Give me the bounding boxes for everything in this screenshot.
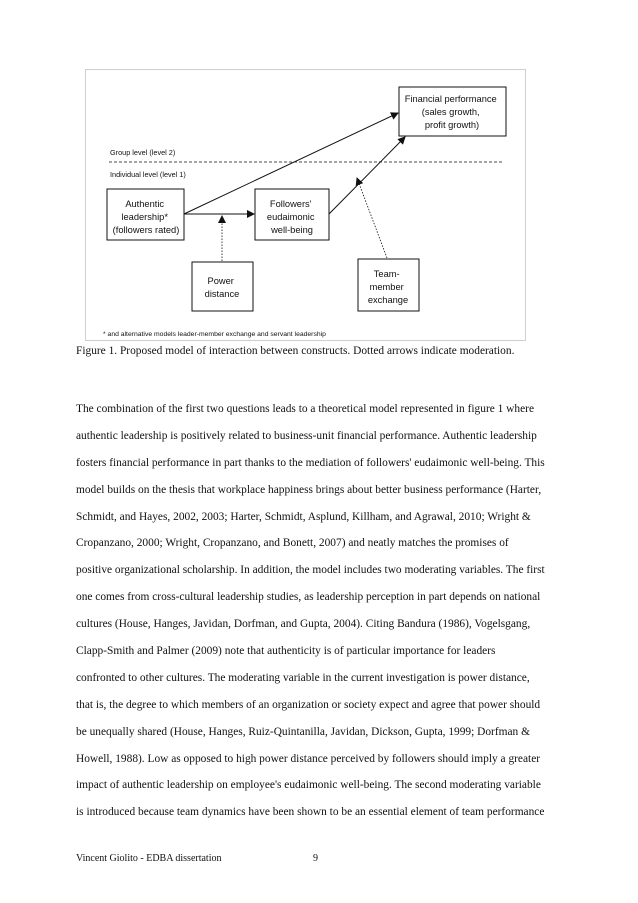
group-level-label: Group level (level 2) <box>110 148 176 157</box>
body-line: one comes from cross-cultural leadership studies, as leadership perception in part depends on national <box>76 591 541 604</box>
body-line: confronted to other cultures. The moderating variable in the current investigation is power distance, <box>76 671 530 684</box>
body-line: impact of authentic leadership on employee's eudaimonic well-being. The second moderating variable <box>76 779 541 792</box>
body-line: fosters financial performance in part thanks to the mediation of followers' eudaimonic well-being. This <box>76 456 545 469</box>
body-line: Cropanzano, 2000; Wright, Cropanzano, and Bonett, 2007) and neatly matches the promises of <box>76 537 509 550</box>
body-line: model builds on the thesis that workplace happiness brings about better business performance (Harter, <box>76 483 542 496</box>
wellbeing-to-performance-arrow <box>329 137 405 214</box>
figure-caption: Figure 1. Proposed model of interaction between constructs. Dotted arrows indicate moderation. <box>76 345 515 357</box>
body-paragraph <box>76 396 571 826</box>
body-line: is introduced because team dynamics have been shown to be an essential element of team performance <box>76 806 545 819</box>
body-line: positive organizational scholarship. In addition, the model includes two moderating variables. The first <box>76 564 545 577</box>
team-member-exchange-label: Team- member exchange <box>367 269 409 305</box>
body-line: that is, the degree to which members of an organization or society expect and agree that power should <box>76 698 541 711</box>
followers-wellbeing-label: Followers' eudaimonic well-being <box>266 199 315 235</box>
body-line: be unequally shared (House, Hanges, Ruiz-Quintanilla, Javidan, Dickson, Gupta, 1999; Dorfman & <box>76 725 530 738</box>
individual-level-label: Individual level (level 1) <box>110 170 186 179</box>
body-line: Clapp-Smith and Palmer (2009) note that authenticity is of particular importance for leaders <box>76 645 496 658</box>
authentic-leadership-label: Authentic leadership* (followers rated) <box>112 199 180 235</box>
page-number: 9 <box>313 853 318 864</box>
financial-performance-label: Financial performance (sales growth, profit growth) <box>404 94 497 130</box>
power-distance-box <box>192 262 253 311</box>
team-exchange-moderation-arrow <box>357 178 387 258</box>
body-line: The combination of the first two questions leads to a theoretical model represented in figure 1 where <box>76 403 535 415</box>
body-line: authentic leadership is positively related to business-unit financial performance. Authentic leadership <box>76 429 537 442</box>
figure-footnote: * and alternative models leader-member exchange and servant leadership <box>103 331 326 338</box>
power-distance-label: Power distance <box>204 276 240 299</box>
body-line: cultures (House, Hanges, Javidan, Dorfman, and Gupta, 2004). Citing Bandura (1986), Vogelsgang, <box>76 618 531 631</box>
body-line: Howell, 1988). Low as opposed to high power distance perceived by followers should imply a greater <box>76 752 541 765</box>
footer-author: Vincent Giolito - EDBA dissertation <box>76 853 222 864</box>
model-diagram <box>0 0 638 345</box>
body-line: Schmidt, and Hayes, 2002, 2003; Harter, Schmidt, Asplund, Killham, and Agrawal, 2010; Wright & <box>76 510 531 523</box>
